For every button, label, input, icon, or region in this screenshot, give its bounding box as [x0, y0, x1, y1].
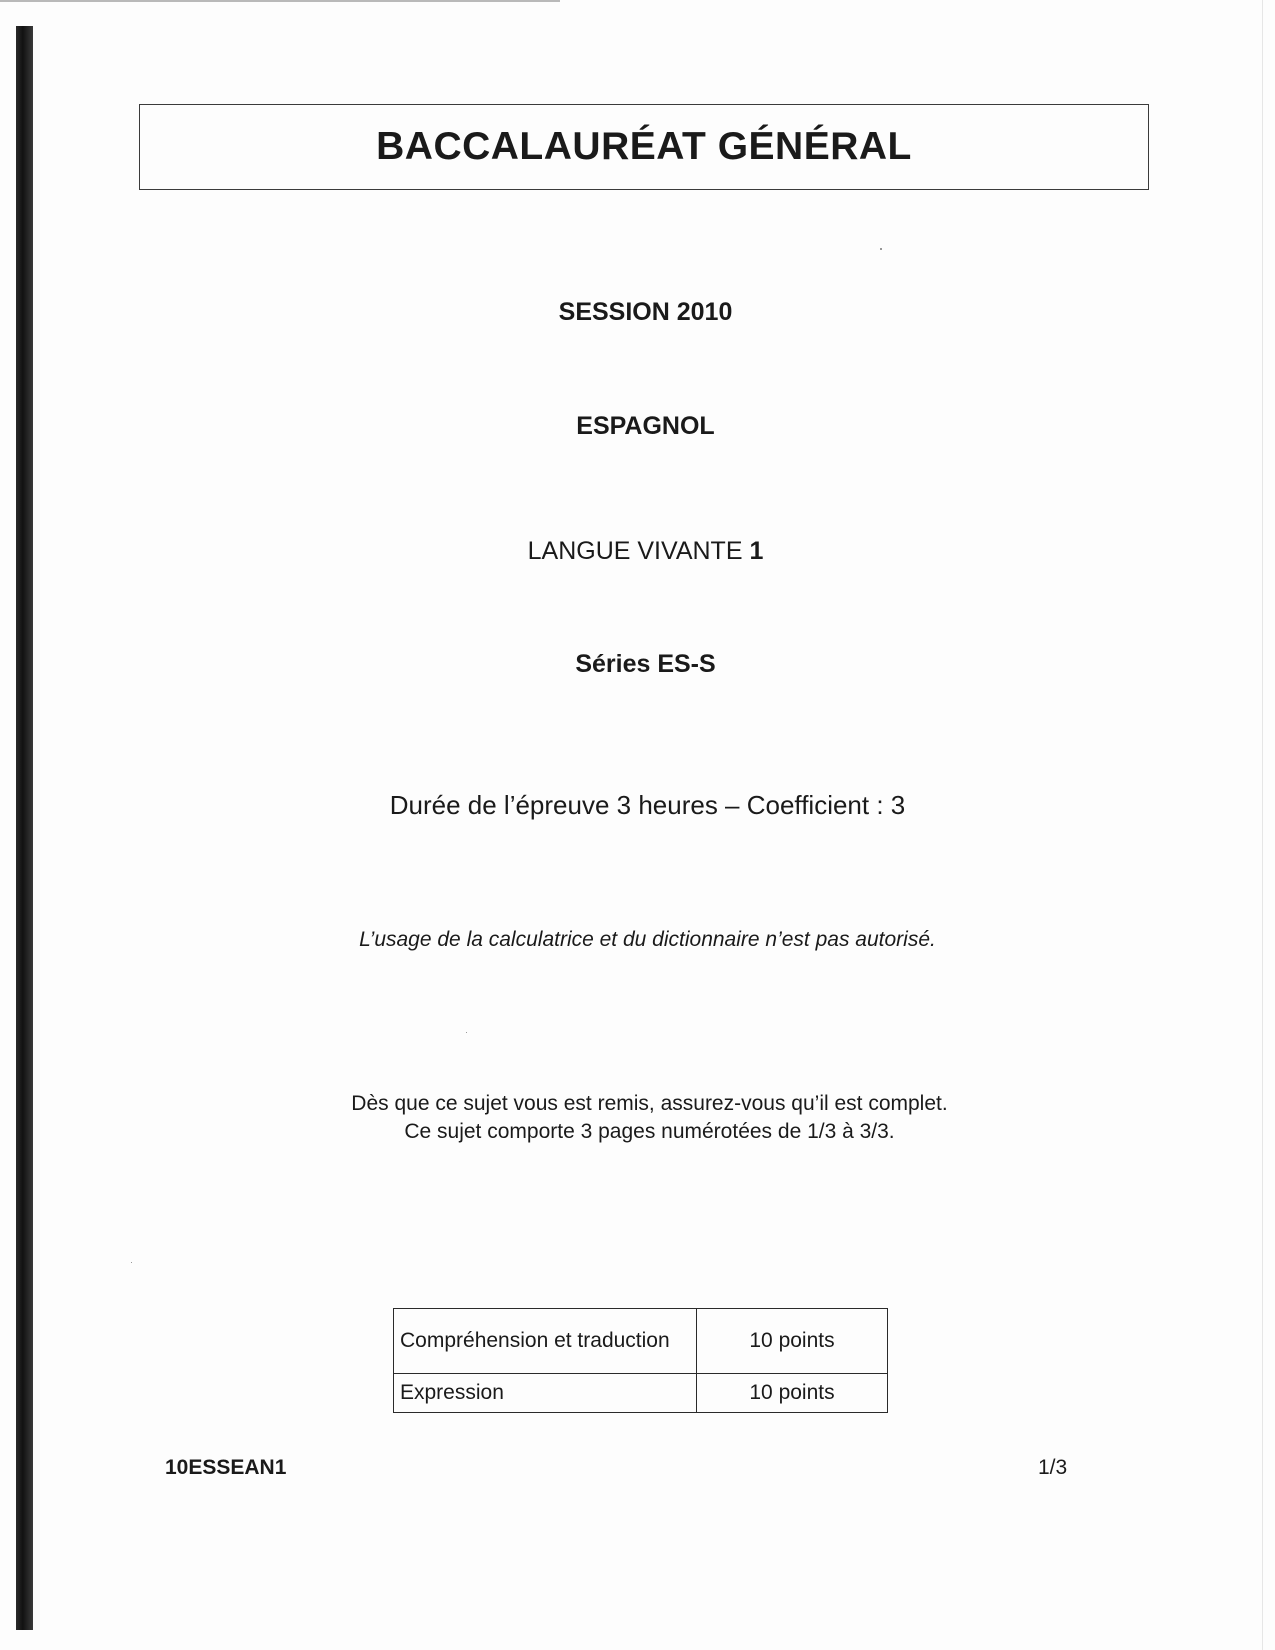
score-points: 10 points	[697, 1309, 888, 1374]
scan-speck	[880, 248, 882, 250]
series-label: Séries ES-S	[575, 650, 716, 678]
scan-top-edge	[0, 0, 560, 2]
scan-speck	[466, 1032, 467, 1033]
score-points: 10 points	[697, 1374, 888, 1413]
usage-notice: L’usage de la calculatrice et du dictionnaire n’est pas autorisé.	[359, 928, 936, 951]
table-row	[394, 1374, 888, 1413]
table-row	[394, 1309, 888, 1374]
langue-number: 1	[749, 537, 764, 565]
scan-right-edge	[1262, 0, 1263, 1650]
subject-code: 10ESSEAN1	[165, 1456, 287, 1479]
score-label: Compréhension et traduction	[394, 1309, 697, 1374]
scan-binding-bar	[16, 26, 33, 1630]
score-label: Expression	[394, 1374, 697, 1413]
langue-text: LANGUE VIVANTE	[527, 537, 750, 565]
subject-label: ESPAGNOL	[576, 412, 715, 440]
title-box	[139, 104, 1149, 190]
completeness-notice-line2: Ce sujet comporte 3 pages numérotées de 1/3 à 3/3.	[404, 1120, 895, 1143]
scan-speck	[131, 1262, 132, 1263]
langue-label	[8, 537, 1275, 566]
score-table	[393, 1308, 888, 1413]
page-title: BACCALAURÉAT GÉNÉRAL	[376, 125, 912, 168]
page-number: 1/3	[1038, 1456, 1068, 1479]
duration-coefficient: Durée de l’épreuve 3 heures – Coefficient : 3	[389, 790, 906, 820]
completeness-notice-line1: Dès que ce sujet vous est remis, assurez-vous qu’il est complet.	[351, 1092, 948, 1115]
session-label: SESSION 2010	[558, 298, 733, 326]
